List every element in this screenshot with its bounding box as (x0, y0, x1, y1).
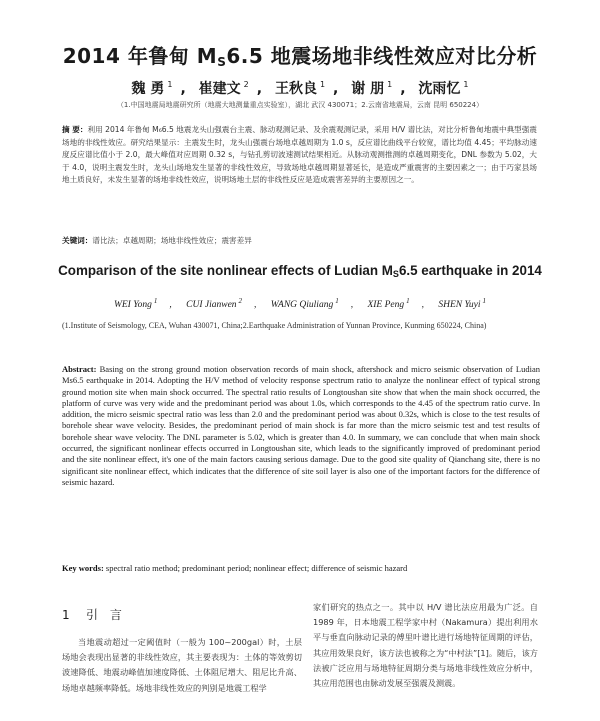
author: XIE Peng $^1$ (367, 297, 410, 311)
author: 谢 朋 $^1$ (351, 80, 393, 97)
english-authors: WEI Yong $^1$ , CUI Jianwen $^2$ , WANG Qiuliang $^1$ , XIE Peng $^1$ , SHEN Yuyi $^1$ (113, 297, 487, 311)
abstract-text: 利用 2014 年鲁甸 M₆6.5 地震龙头山强震台主震、脉动观测记录、及余震观测记录，采用 H/V 谱比法，对比分析鲁甸地震中典型强震场地的非线性效应。研究结果显示：主震发生时，龙头山强震台场地卓越周期为 1.0 s，反应谱比曲线平台较宽，谱比均值 4.45；平均脉动速度反应谱比值小于 2.0，最大峰值对应周期 0.32 s，与钻孔剪切波速测试结果相近。从脉动观测推测的卓越周期变化，DNL 参数为 5.02，大于 4.0，说明主震发生时，龙头山场地发生显著的非线性效应，导致场地卓越周期显著延长，是造成严重震害的主要因素之一；由于巧家县场地土质良好，未发生显著的场地非线性效应，说明场地土层的非线性反应是造成震害差异的主要原因之一。 (62, 125, 537, 185)
abstract-label: 摘 要： (62, 125, 88, 134)
author: 魏 勇 $^1$ (131, 80, 173, 97)
chinese-title: 2014 年鲁甸 $M_S6.5$ 地震场地非线性效应对比分析 (62, 44, 538, 69)
section-heading: 1 引 言 (62, 608, 126, 622)
intro-right-column (313, 600, 538, 691)
intro-left-column (62, 600, 302, 696)
paragraph: 当地震动超过一定阈值时（一般为 100~200gal）时，土层场地会表现出显著的非线性效应，其主要表现为：土体的等效剪切波速降低、地震动峰值加速度降低、土体阻尼增大、阻尼比升高、场地卓越频率降低。场地非线性效应的判别是地震工程学 (62, 637, 302, 693)
paragraph: 家们研究的热点之一。其中以 H/V 谱比法应用最为广泛。自 1989 年，日本地震工程学家中村（Nakamura）提出利用水平与垂直向脉动记录的傅里叶谱比进行场地特征周期的评估，其应用效果良好，该方法也被称之为“中村法”[1]。随后，该方法被广泛应用与场地特征周期分类与场地非线性效应分析中，其应用范围也由脉动发展至强震及测震。 (313, 602, 538, 689)
chinese-authors: 魏 勇 $^1$ , 崔建文 $^2$ , 王秋良 $^1$ , 谢 朋 $^1$ , 沈雨忆 $^1$ (131, 80, 469, 97)
author: 沈雨忆 $^1$ (418, 80, 469, 97)
abstract-label: Abstract: (62, 364, 97, 374)
author: CUI Jianwen $^2$ (186, 297, 243, 311)
author: 王秋良 $^1$ (274, 80, 326, 97)
english-abstract (62, 364, 540, 488)
author: WANG Qiuliang $^1$ (270, 297, 339, 311)
chinese-keywords: 关键词：谱比法；卓越周期；场地非线性效应；震害差异 (62, 236, 252, 245)
author: WEI Yong $^1$ (113, 297, 158, 311)
english-keywords: Key words: spectral ratio method; predominant period; nonlinear effect; difference of seismic hazard (62, 563, 408, 573)
english-affiliation: (1.Institute of Seismology, CEA, Wuhan 430071, China;2.Earthquake Administration of Yunnan Province, Kunming 650224, China) (62, 321, 487, 330)
english-title: Comparison of the site nonlinear effects of Ludian $M_S6.5$ earthquake in 2014 (58, 263, 542, 279)
author: 崔建文 $^2$ (198, 80, 249, 97)
chinese-abstract (62, 124, 537, 187)
abstract-text: Basing on the strong ground motion observation records of main shock, aftershock and micro seismic observation of Ludian Ms6.5 earthquake in 2014. Adopting the H/V method of velocity response spectrum ratio to analyze the nonlinear effect of typical strong ground motion site when main shock occurred. The spectral ratio results of Longtoushan site show that when the main shock occurred, the platform of curve was very wide and the predominant period was about 1.0s, which corresponds to the 4.45 of the spectrum ratio curve. In addition, the micro seismic spectral ratio was less than 2.0 and the predominant period was about 0.32s, which is close to the test results of borehole shear wave velocity. Besides, the predominant period of main shock is far more than the micro seismic test and test results of borehole shear wave velocity. The DNL parameter is 5.02, which is greater than 4.0. In summary, we can conclude that when main shock occurred, the significant nonlinear effects occurred in Longtoushan site, which leads to the significantly improved of predominant period and the site nonlinear effect, it's one of the main factors causing serious damage. Due to the good site quality of Qianchang site, there is no significant site nonlinear effect, which indicates that the difference of site soil layer is also one of the important factors for the difference of seismic hazard. (62, 364, 540, 487)
chinese-affiliation: （1.中国地震局地震研究所（地震大地测量重点实验室），湖北 武汉 430071；2.云南省地震局，云南 昆明 650224） (116, 101, 484, 109)
author: SHEN Yuyi $^1$ (438, 297, 487, 311)
